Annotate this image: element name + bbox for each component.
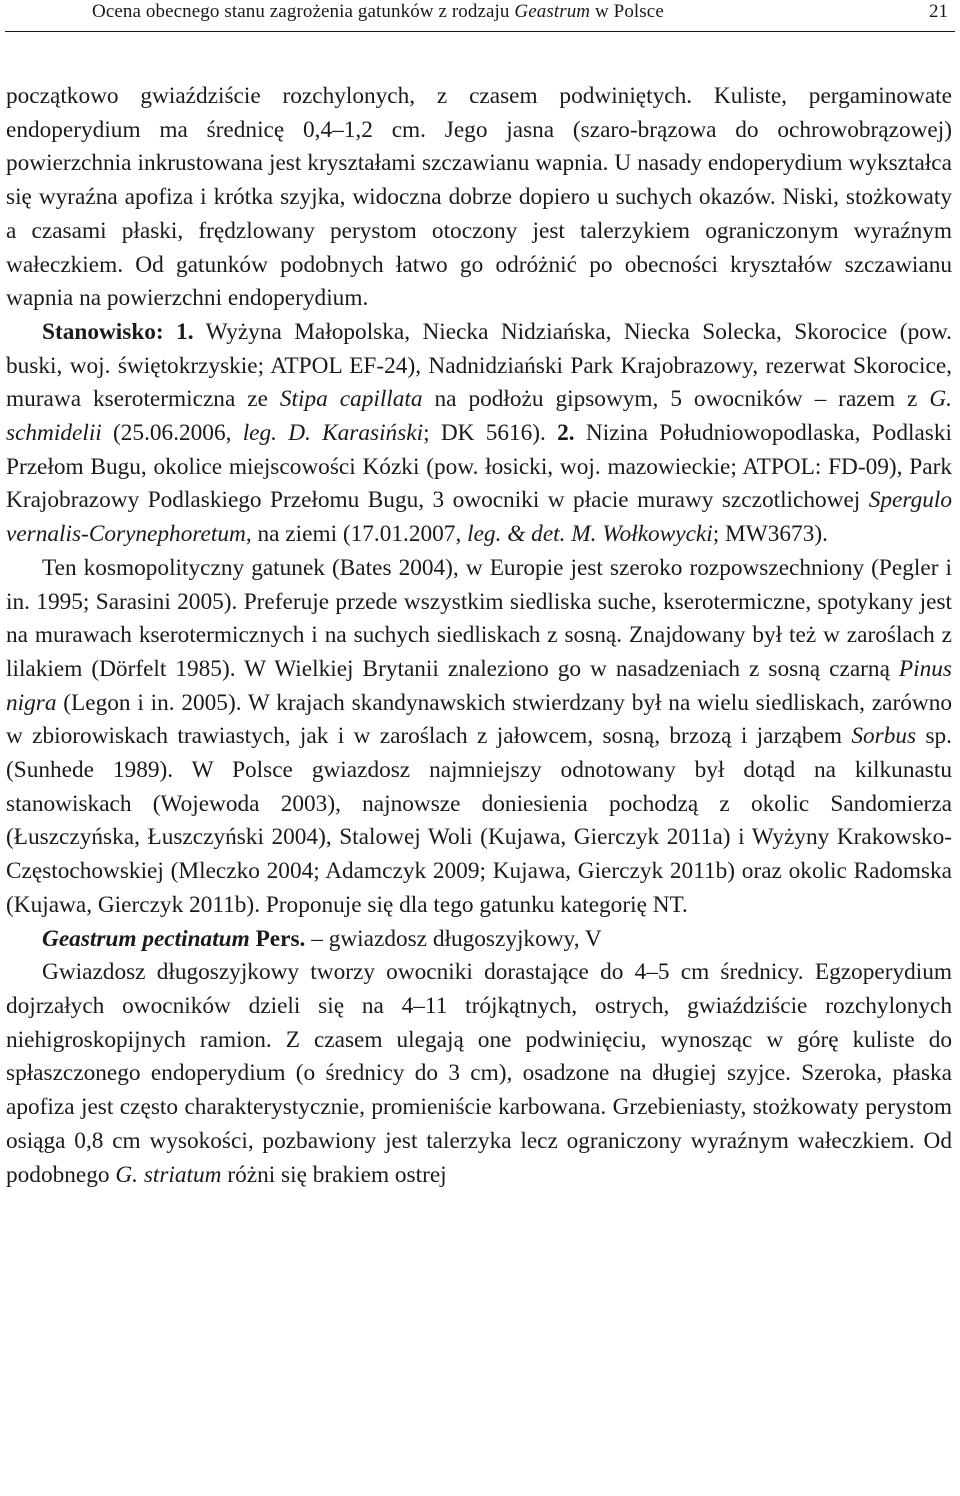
localities-text: ; DK 5616). xyxy=(423,420,558,447)
locality-number-2: 2. xyxy=(557,420,575,447)
localities-text: , na ziemi (17.01.2007, xyxy=(245,521,468,548)
page-number: 21 xyxy=(929,1,948,22)
localities-text: (25.06.2006, xyxy=(101,420,243,447)
localities-label: Stanowisko: 1. xyxy=(42,318,194,345)
species-author: Pers. xyxy=(255,925,306,952)
body-text xyxy=(6,80,952,1192)
localities-text: Wyżyna Małopolska, Niecka Nidziańska, Niecka Solecka, Skorocice (pow. buski, woj. świętokrzyskie; ATPOL EF-24), Nadnidziański Park Krajobrazowy, rezerwat Skorocice, murawa kserotermiczna ze xyxy=(6,318,953,413)
running-header xyxy=(8,0,952,30)
running-title-suffix: w Polsce xyxy=(590,1,664,22)
taxon-stipa: Stipa capillata xyxy=(279,386,423,413)
distribution-text: (Legon i in. 2005). W krajach skandynawskich stwierdzany był na wielu siedliskach, zarówno w zbiorowiskach trawiastych, jak i w zaroślach z jałowcem, sosną, brzozą i jarząbem xyxy=(6,689,952,750)
header-rule xyxy=(5,31,955,32)
collector-1: leg. D. Karasiński xyxy=(242,420,424,447)
localities-text: na podłożu gipsowym, 5 owocników – razem z xyxy=(422,386,930,413)
description-text: Gwiazdosz długoszyjkowy tworzy owocniki dorastające do 4‒5 cm średnicy. Egzoperydium dojrzałych owocników dzieli się na 4‒11 trójkątnych, ostrych, gwiaździście rozchylonych niehigroskopijnych ramion. Z czasem ulegają one podwinięciu, wynosząc w górę kuliste do spłaszczonego endoperydium (o średnicy do 3 cm), osadzone na długiej szyjce. Szeroka, płaska apofiza jest często charakterystycznie, promieniście karbowana. Grzebieniasty, stożkowaty perystom osiąga 0,8 cm wysokości, pozbawiony jest talerzyka lecz ograniczony wyraźnym wałeczkiem. Od podobnego xyxy=(6,959,952,1188)
paragraph-distribution xyxy=(6,552,952,923)
distribution-text: Ten kosmopolityczny gatunek (Bates 2004), w Europie jest szeroko rozpowszechniony (Pegler i in. 1995; Sarasini 2005). Preferuje przede wszystkim siedliska suche, kserotermiczne, spotykany jest na murawach kserotermicznych i na suchych siedliskach z sosną. Znajdowany był też w zaroślach z lilakiem (Dörfelt 1985). W Wielkiej Brytanii znaleziono go w nasadzeniach z sosną czarną xyxy=(6,554,952,682)
description-text: różni się brakiem ostrej xyxy=(221,1161,447,1188)
paragraph-species-description xyxy=(6,956,952,1192)
distribution-text: sp. (Sunhede 1989). W Polsce gwiazdosz najmniejszy odnotowany był dotąd na kilkunastu stanowiskach (Wojewoda 2003), najnowsze doniesienia pochodzą z okolic Sandomierza (Łuszczyńska, Łuszczyński 2004), Stalowej Woli (Kujawa, Gierczyk 2011a) i Wyżyny Krakowsko-Częstochowskiej (Mleczko 2004; Adamczyk 2009; Kujawa, Gierczyk 2011b) oraz okolic Radomska (Kujawa, Gierczyk 2011b). Proponuje się dla tego gatunku kategorię NT. xyxy=(6,723,952,918)
running-title xyxy=(92,0,664,24)
taxon-g-striatum: G. striatum xyxy=(115,1161,222,1188)
taxon-pinus-nigra: Pinus nigra xyxy=(6,655,952,716)
species-name: Geastrum pectinatum xyxy=(42,925,250,952)
running-title-genus: Geastrum xyxy=(514,1,591,22)
localities-text: Nizina Południowopodlaska, Podlaski Przełom Bugu, okolice miejscowości Kózki (pow. łosicki, woj. mazowieckie; ATPOL: FD-09), Park Krajobrazowy Podlaskiego Przełomu Bugu, 3 owocniki w płacie murawy szczotlichowej xyxy=(6,420,952,514)
taxon-spergulo: Spergulo vernalis-Corynephoretum xyxy=(6,487,952,548)
taxon-sorbus: Sorbus xyxy=(851,723,917,750)
paragraph-description-continued: początkowo gwiaździście rozchylonych, z czasem podwiniętych. Kuliste, pergaminowate endoperydium ma średnicę 0,4‒1,2 cm. Jego jasna (szaro-brązowa do ochrowobrązowej) powierzchnia inkrustowana jest kryształami szczawianu wapnia. U nasady endoperydium wykształca się wyraźna apofiza i krótka szyjka, widoczna dobrze dopiero u suchych okazów. Niski, stożkowaty a czasami płaski, frędzlowany perystom otoczony jest talerzykiem ograniczonym wyraźnym wałeczkiem. Od gatunków podobnych łatwo go odróżnić po obecności kryształów szczawianu wapnia na powierzchni endoperydium. xyxy=(6,83,952,312)
species-common-name: – gwiazdosz długoszyjkowy, V xyxy=(305,925,602,952)
running-title-text: Ocena obecnego stanu zagrożenia gatunków z rodzaju xyxy=(92,1,515,22)
collector-2: leg. & det. M. Wołkowycki xyxy=(467,521,713,548)
paragraph-localities xyxy=(6,316,952,552)
species-heading xyxy=(6,923,952,957)
taxon-g-schmidelii: G. schmidelii xyxy=(6,386,952,447)
localities-text: ; MW3673). xyxy=(712,521,828,548)
